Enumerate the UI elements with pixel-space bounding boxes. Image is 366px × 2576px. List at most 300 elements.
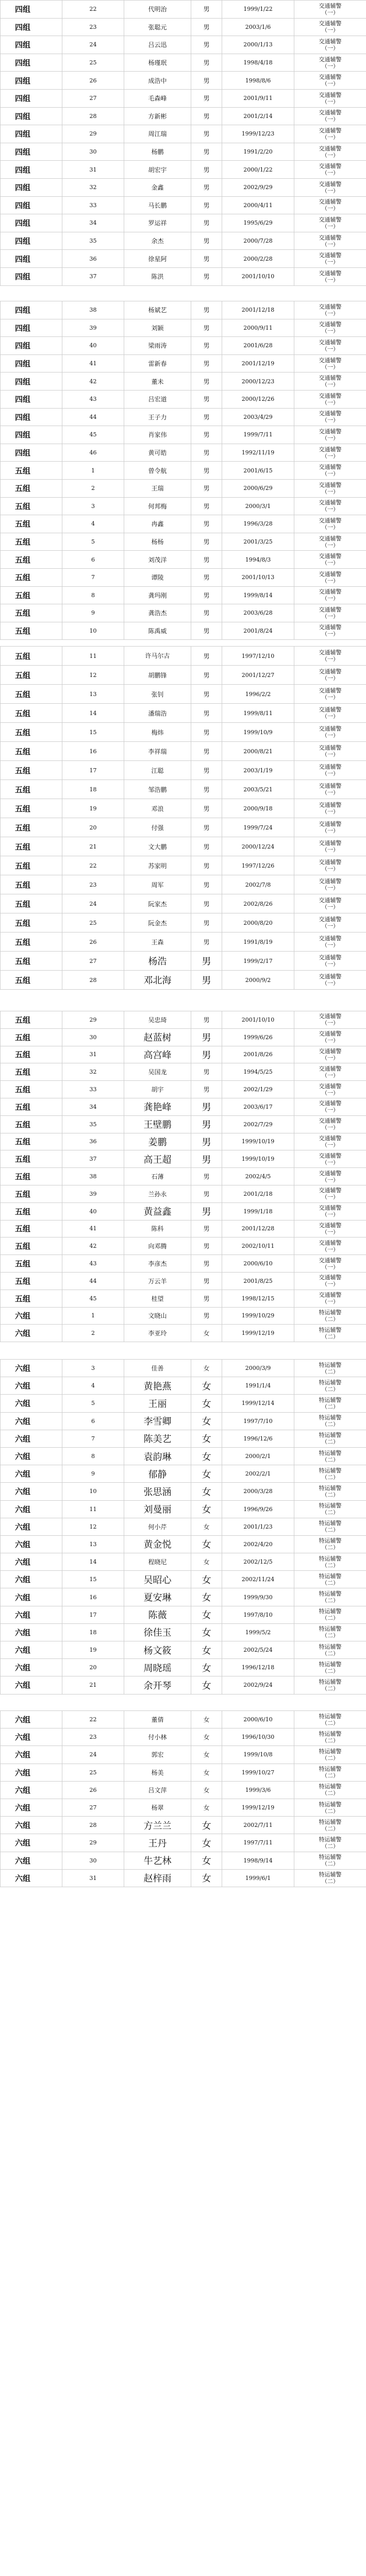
group-cell: 六组	[1, 1869, 62, 1887]
dob-cell: 2001/6/15	[222, 462, 294, 480]
position-line: 交通辅警	[319, 375, 342, 382]
dob-cell: 1999/12/19	[222, 1799, 294, 1816]
position-line: 交通辅警	[319, 1134, 342, 1142]
name-cell: 方新彬	[124, 107, 191, 125]
seq-cell: 45	[62, 426, 124, 444]
group-cell: 六组	[1, 1623, 62, 1641]
group-cell: 五组	[1, 497, 62, 515]
dob-cell: 1997/7/11	[222, 1834, 294, 1852]
group-cell: 四组	[1, 143, 62, 161]
seq-cell: 25	[62, 913, 124, 933]
dob-cell: 2000/7/28	[222, 232, 294, 250]
table-row	[1, 444, 366, 462]
position-cell	[294, 666, 366, 685]
table-row	[1, 1781, 366, 1799]
group-cell: 六组	[1, 1518, 62, 1535]
group-cell: 五组	[1, 1046, 62, 1063]
position-cell	[294, 1500, 366, 1518]
position-cell	[294, 1447, 366, 1465]
roster-table	[0, 0, 366, 286]
dob-cell: 2002/1/29	[222, 1081, 294, 1098]
position-line: 交通辅警	[319, 1257, 342, 1264]
group-cell: 六组	[1, 1746, 62, 1764]
name-cell: 杨鹏	[124, 143, 191, 161]
position-line: 交通辅警	[319, 481, 342, 488]
position-line: 特运辅警	[319, 1449, 342, 1456]
group-cell: 四组	[1, 18, 62, 36]
position-line: （一）	[322, 827, 339, 834]
position-line: 交通辅警	[319, 1047, 342, 1055]
table-row	[1, 18, 366, 36]
sex-cell: 男	[191, 18, 222, 36]
position-cell	[294, 799, 366, 818]
name-cell: 胡宏宇	[124, 161, 191, 179]
position-cell	[294, 1081, 366, 1098]
name-cell: 潘瑞浩	[124, 704, 191, 723]
name-cell: 张聪元	[124, 18, 191, 36]
position-line: 交通辅警	[319, 198, 342, 206]
position-cell	[294, 1133, 366, 1150]
table-row	[1, 54, 366, 72]
table-row	[1, 337, 366, 355]
dob-cell: 2001/9/11	[222, 89, 294, 107]
position-line: 交通辅警	[319, 783, 342, 789]
table-row	[1, 704, 366, 723]
position-line: （一）	[322, 434, 339, 442]
group-cell: 六组	[1, 1535, 62, 1553]
name-cell: 杨瑾珉	[124, 54, 191, 72]
seq-cell: 16	[62, 742, 124, 761]
group-cell: 五组	[1, 1202, 62, 1220]
position-cell	[294, 250, 366, 268]
group-cell: 五组	[1, 1220, 62, 1238]
dob-cell: 2001/12/19	[222, 354, 294, 372]
table-row	[1, 1115, 366, 1133]
position-cell	[294, 780, 366, 799]
position-line: （一）	[322, 808, 339, 815]
seq-cell: 14	[62, 704, 124, 723]
name-cell: 赵蓝树	[124, 1028, 191, 1046]
group-cell: 五组	[1, 622, 62, 640]
position-cell	[294, 1220, 366, 1238]
position-line: （二）	[322, 1509, 339, 1516]
position-cell	[294, 894, 366, 913]
sex-cell: 男	[191, 426, 222, 444]
seq-cell: 6	[62, 1412, 124, 1430]
seq-cell: 8	[62, 586, 124, 604]
name-cell: 陈薇	[124, 1606, 191, 1623]
name-cell: 董未	[124, 372, 191, 391]
name-cell: 李彦杰	[124, 1255, 191, 1273]
position-line: （一）	[322, 732, 339, 739]
position-line: 交通辅警	[319, 706, 342, 713]
position-cell	[294, 1028, 366, 1046]
dob-cell: 1999/10/9	[222, 723, 294, 742]
position-line: 交通辅警	[319, 1170, 342, 1177]
dob-cell: 1999/10/27	[222, 1764, 294, 1781]
dob-cell: 2000/2/28	[222, 250, 294, 268]
dob-cell: 2003/1/19	[222, 761, 294, 780]
position-line: （一）	[322, 923, 339, 929]
group-cell: 五组	[1, 1185, 62, 1202]
group-cell: 四组	[1, 89, 62, 107]
seq-cell: 24	[62, 1746, 124, 1764]
position-line: （一）	[322, 170, 339, 177]
group-cell: 五组	[1, 479, 62, 497]
sex-cell: 男	[191, 622, 222, 640]
position-line: （一）	[322, 1159, 339, 1166]
seq-cell: 40	[62, 337, 124, 355]
position-line: 特运辅警	[319, 1396, 342, 1403]
seq-cell: 12	[62, 666, 124, 685]
group-cell: 六组	[1, 1606, 62, 1623]
table-row	[1, 1238, 366, 1255]
dob-cell: 1999/7/11	[222, 426, 294, 444]
dob-cell: 2000/1/13	[222, 36, 294, 54]
dob-cell: 1991/8/19	[222, 933, 294, 952]
position-line: （二）	[322, 1878, 339, 1885]
group-cell: 四组	[1, 36, 62, 54]
dob-cell: 1998/9/14	[222, 1852, 294, 1869]
dob-cell: 1999/10/19	[222, 1133, 294, 1150]
sex-cell: 女	[191, 1500, 222, 1518]
sex-cell: 男	[191, 933, 222, 952]
name-cell: 吴昭心	[124, 1571, 191, 1588]
position-line: （二）	[322, 1632, 339, 1639]
table-row	[1, 1465, 366, 1483]
position-line: （一）	[322, 187, 339, 194]
sex-cell: 男	[191, 72, 222, 90]
group-cell: 五组	[1, 742, 62, 761]
name-cell: 杨美	[124, 1764, 191, 1781]
seq-cell: 27	[62, 89, 124, 107]
table-row	[1, 390, 366, 408]
seq-cell: 42	[62, 372, 124, 391]
position-cell	[294, 1063, 366, 1081]
seq-cell: 4	[62, 515, 124, 533]
name-cell: 谭陵	[124, 568, 191, 586]
dob-cell: 1999/10/19	[222, 1150, 294, 1168]
sex-cell: 男	[191, 586, 222, 604]
group-cell: 六组	[1, 1500, 62, 1518]
position-cell	[294, 462, 366, 480]
sex-cell: 女	[191, 1465, 222, 1483]
group-cell: 四组	[1, 1, 62, 19]
position-line: 特运辅警	[319, 1326, 342, 1333]
dob-cell: 2001/1/23	[222, 1518, 294, 1535]
group-cell: 六组	[1, 1447, 62, 1465]
dob-cell: 1999/2/17	[222, 952, 294, 971]
position-cell	[294, 1711, 366, 1728]
dob-cell: 1999/9/30	[222, 1588, 294, 1606]
position-line: 特运辅警	[319, 1801, 342, 1808]
name-cell: 姜鹏	[124, 1133, 191, 1150]
position-line: （一）	[322, 241, 339, 248]
sex-cell: 女	[191, 1869, 222, 1887]
position-cell	[294, 372, 366, 391]
position-cell	[294, 586, 366, 604]
table-row	[1, 933, 366, 952]
position-line: 交通辅警	[319, 234, 342, 241]
position-cell	[294, 1255, 366, 1273]
sex-cell: 男	[191, 319, 222, 337]
table-row	[1, 1272, 366, 1290]
position-cell	[294, 1535, 366, 1553]
name-cell: 袁韵琳	[124, 1447, 191, 1465]
name-cell: 周江瑞	[124, 125, 191, 143]
group-cell: 五组	[1, 1168, 62, 1185]
position-line: 特运辅警	[319, 1836, 342, 1843]
sex-cell: 男	[191, 1255, 222, 1273]
position-line: 交通辅警	[319, 935, 342, 942]
position-line: （一）	[322, 417, 339, 424]
position-line: （一）	[322, 577, 339, 584]
group-cell: 四组	[1, 426, 62, 444]
dob-cell: 1996/12/18	[222, 1659, 294, 1676]
seq-cell: 30	[62, 1852, 124, 1869]
position-line: 特运辅警	[319, 1643, 342, 1650]
table-row	[1, 723, 366, 742]
dob-cell: 2002/5/24	[222, 1641, 294, 1659]
sex-cell: 男	[191, 1028, 222, 1046]
position-line: （二）	[322, 1807, 339, 1815]
table-row	[1, 622, 366, 640]
group-cell: 五组	[1, 952, 62, 971]
position-line: 交通辅警	[319, 56, 342, 63]
group-cell: 五组	[1, 1290, 62, 1307]
position-cell	[294, 143, 366, 161]
position-cell	[294, 1799, 366, 1816]
dob-cell: 1994/5/25	[222, 1063, 294, 1081]
dob-cell: 1992/11/19	[222, 444, 294, 462]
sex-cell: 女	[191, 1728, 222, 1746]
position-line: 特运辅警	[319, 1379, 342, 1386]
name-cell: 付小林	[124, 1728, 191, 1746]
dob-cell: 1999/8/14	[222, 586, 294, 604]
group-cell: 四组	[1, 161, 62, 179]
seq-cell: 13	[62, 1535, 124, 1553]
position-line: （一）	[322, 656, 339, 663]
table-row	[1, 354, 366, 372]
table-row	[1, 1606, 366, 1623]
name-cell: 邹浩鹏	[124, 780, 191, 799]
seq-cell: 4	[62, 1377, 124, 1395]
position-cell	[294, 1430, 366, 1447]
seq-cell: 3	[62, 1360, 124, 1377]
position-cell	[294, 161, 366, 179]
seq-cell: 18	[62, 1623, 124, 1641]
position-line: （二）	[322, 1860, 339, 1868]
position-line: 交通辅警	[319, 821, 342, 827]
sex-cell: 男	[191, 1238, 222, 1255]
group-cell: 六组	[1, 1325, 62, 1342]
seq-cell: 26	[62, 933, 124, 952]
table-row	[1, 1641, 366, 1659]
position-line: 交通辅警	[319, 1274, 342, 1281]
sex-cell: 女	[191, 1430, 222, 1447]
name-cell: 周晓瑶	[124, 1659, 191, 1676]
dob-cell: 1999/12/23	[222, 125, 294, 143]
table-row	[1, 1834, 366, 1852]
sex-cell: 男	[191, 533, 222, 551]
position-cell	[294, 1395, 366, 1412]
position-line: （一）	[322, 9, 339, 16]
position-cell	[294, 837, 366, 856]
sex-cell: 男	[191, 462, 222, 480]
table-row	[1, 250, 366, 268]
table-row	[1, 125, 366, 143]
name-cell: 陈科	[124, 1220, 191, 1238]
name-cell: 龚艳峰	[124, 1098, 191, 1115]
name-cell: 吕云迅	[124, 36, 191, 54]
table-row	[1, 178, 366, 196]
group-cell: 四组	[1, 319, 62, 337]
position-cell	[294, 479, 366, 497]
group-cell: 五组	[1, 462, 62, 480]
seq-cell: 36	[62, 1133, 124, 1150]
table-row	[1, 1185, 366, 1202]
position-line: （一）	[322, 310, 339, 317]
sex-cell: 女	[191, 1799, 222, 1816]
group-cell: 五组	[1, 666, 62, 685]
name-cell: 张钊	[124, 685, 191, 704]
position-line: （一）	[322, 713, 339, 720]
group-cell: 六组	[1, 1430, 62, 1447]
seq-cell: 3	[62, 497, 124, 515]
dob-cell: 1996/12/6	[222, 1430, 294, 1447]
name-cell: 代明治	[124, 1, 191, 19]
position-line: 交通辅警	[319, 725, 342, 732]
group-cell: 六组	[1, 1728, 62, 1746]
position-line: （二）	[322, 1754, 339, 1761]
table-row	[1, 604, 366, 622]
table-row	[1, 568, 366, 586]
name-cell: 郭宏	[124, 1746, 191, 1764]
position-line: 交通辅警	[319, 1082, 342, 1090]
sex-cell: 女	[191, 1711, 222, 1728]
group-cell: 六组	[1, 1483, 62, 1500]
seq-cell: 30	[62, 143, 124, 161]
group-cell: 四组	[1, 178, 62, 196]
position-cell	[294, 933, 366, 952]
group-cell: 五组	[1, 1272, 62, 1290]
table-row	[1, 913, 366, 933]
seq-cell: 37	[62, 1150, 124, 1168]
seq-cell: 15	[62, 1571, 124, 1588]
table-row	[1, 1571, 366, 1588]
position-line: 交通辅警	[319, 649, 342, 656]
position-cell	[294, 515, 366, 533]
position-cell	[294, 856, 366, 875]
sex-cell: 男	[191, 723, 222, 742]
table-row	[1, 1412, 366, 1430]
sex-cell: 女	[191, 1641, 222, 1659]
position-cell	[294, 1817, 366, 1834]
table-row	[1, 1150, 366, 1168]
table-row	[1, 780, 366, 799]
position-line: 特运辅警	[319, 1502, 342, 1510]
dob-cell: 2002/4/20	[222, 1535, 294, 1553]
table-row	[1, 1553, 366, 1571]
seq-cell: 34	[62, 1098, 124, 1115]
position-line: 特运辅警	[319, 1432, 342, 1439]
position-line: 交通辅警	[319, 321, 342, 328]
position-cell	[294, 1869, 366, 1887]
position-cell	[294, 1412, 366, 1430]
position-line: （一）	[322, 399, 339, 406]
seq-cell: 24	[62, 36, 124, 54]
position-cell	[294, 1676, 366, 1694]
position-line: （二）	[322, 1597, 339, 1604]
dob-cell: 2000/9/11	[222, 319, 294, 337]
dob-cell: 2003/5/21	[222, 780, 294, 799]
position-cell	[294, 685, 366, 704]
position-line: 交通辅警	[319, 840, 342, 846]
group-cell: 五组	[1, 780, 62, 799]
group-cell: 六组	[1, 1641, 62, 1659]
position-line: （一）	[322, 560, 339, 567]
group-cell: 四组	[1, 232, 62, 250]
sex-cell: 男	[191, 837, 222, 856]
position-cell	[294, 1185, 366, 1202]
group-cell: 四组	[1, 196, 62, 214]
name-cell: 王子力	[124, 408, 191, 426]
position-line: 交通辅警	[319, 357, 342, 364]
group-cell: 四组	[1, 267, 62, 285]
dob-cell: 1999/12/19	[222, 1325, 294, 1342]
position-line: 交通辅警	[319, 973, 342, 980]
table-row	[1, 1623, 366, 1641]
position-cell	[294, 604, 366, 622]
table-row	[1, 1588, 366, 1606]
seq-cell: 32	[62, 1063, 124, 1081]
dob-cell: 2002/7/8	[222, 875, 294, 894]
position-line: （二）	[322, 1772, 339, 1780]
position-line: 特运辅警	[319, 1660, 342, 1668]
dob-cell: 2000/3/9	[222, 1360, 294, 1377]
sex-cell: 男	[191, 1063, 222, 1081]
seq-cell: 7	[62, 1430, 124, 1447]
position-line: 特运辅警	[319, 1309, 342, 1316]
name-cell: 马长鹏	[124, 196, 191, 214]
seq-cell: 5	[62, 1395, 124, 1412]
sex-cell: 男	[191, 178, 222, 196]
position-line: 交通辅警	[319, 428, 342, 435]
dob-cell: 2000/9/2	[222, 971, 294, 990]
table-row	[1, 372, 366, 391]
position-line: 特运辅警	[319, 1748, 342, 1755]
position-line: 特运辅警	[319, 1590, 342, 1598]
name-cell: 龚玛刚	[124, 586, 191, 604]
position-cell	[294, 1290, 366, 1307]
position-cell	[294, 72, 366, 90]
table-row	[1, 1220, 366, 1238]
dob-cell: 2002/2/1	[222, 1465, 294, 1483]
table-row	[1, 1028, 366, 1046]
group-cell: 五组	[1, 586, 62, 604]
sex-cell: 男	[191, 704, 222, 723]
name-cell: 周军	[124, 875, 191, 894]
position-line: （一）	[322, 1228, 339, 1235]
seq-cell: 28	[62, 971, 124, 990]
dob-cell: 2001/8/24	[222, 622, 294, 640]
sex-cell: 女	[191, 1553, 222, 1571]
sex-cell: 男	[191, 125, 222, 143]
position-cell	[294, 622, 366, 640]
position-cell	[294, 301, 366, 319]
seq-cell: 23	[62, 875, 124, 894]
position-line: 特运辅警	[319, 1520, 342, 1527]
